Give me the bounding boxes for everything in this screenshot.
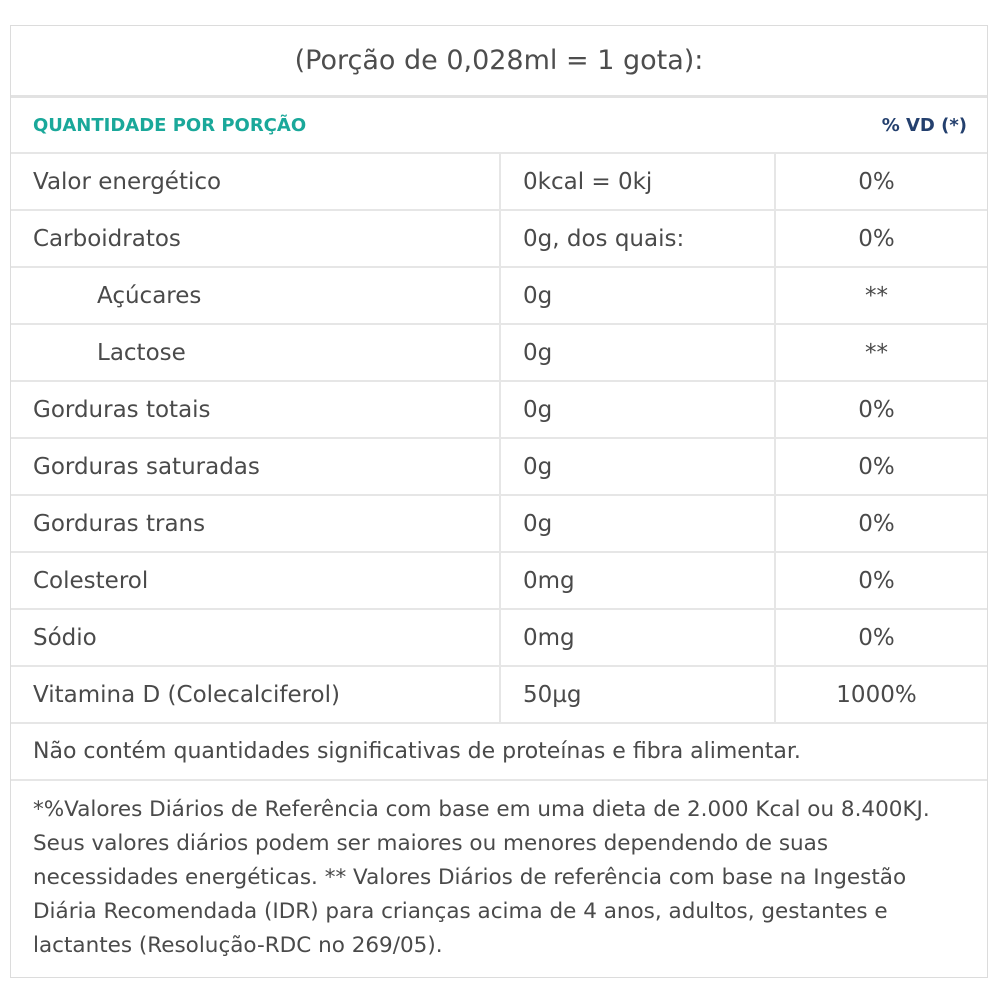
nutrition-table — [10, 25, 988, 978]
nutrient-daily-value: 0% — [858, 624, 895, 651]
table-header — [11, 98, 987, 154]
nutrient-daily-value: ** — [865, 339, 888, 366]
nutrient-name: Sódio — [11, 610, 501, 665]
nutrient-quantity: 0g — [501, 382, 776, 437]
table-row — [11, 439, 987, 496]
header-daily-value: % VD (*) — [881, 114, 967, 136]
nutrient-quantity: 0g — [501, 496, 776, 551]
nutrient-quantity: 0g — [501, 268, 776, 323]
table-row — [11, 154, 987, 211]
nutrition-note — [11, 724, 987, 781]
nutrient-daily-value: 1000% — [836, 681, 917, 708]
nutrient-daily-value: 0% — [858, 396, 895, 423]
serving-size-title — [11, 26, 987, 98]
nutrient-daily-value: 0% — [858, 225, 895, 252]
nutrient-name: Gorduras saturadas — [11, 439, 501, 494]
header-quantity-per-serving: QUANTIDADE POR PORÇÃO — [33, 114, 307, 136]
footnote-text: *%Valores Diários de Referência com base em uma dieta de 2.000 Kcal ou 8.400KJ. Seus valores diários podem ser maiores ou menores dependendo de suas necessidades energéticas. ** Valores Diários de referência com base na Ingestão Diária Recomendada (IDR) para crianças acima de 4 anos, adultos, gestantes e lactantes (Resolução-RDC no 269/05). — [33, 797, 930, 958]
nutrition-note-text: Não contém quantidades significativas de proteínas e fibra alimentar. — [33, 739, 801, 764]
nutrient-quantity: 50µg — [501, 667, 776, 722]
nutrient-quantity: 0mg — [501, 553, 776, 608]
nutrient-name: Colesterol — [11, 553, 501, 608]
table-row — [11, 268, 987, 325]
table-row — [11, 610, 987, 667]
nutrient-quantity: 0kcal = 0kj — [501, 154, 776, 209]
serving-size-text: (Porção de 0,028ml = 1 gota): — [294, 45, 704, 76]
nutrient-daily-value: 0% — [858, 510, 895, 537]
nutrient-quantity: 0g — [501, 439, 776, 494]
nutrient-daily-value: 0% — [858, 453, 895, 480]
nutrient-daily-value: ** — [865, 282, 888, 309]
nutrient-quantity: 0g, dos quais: — [501, 211, 776, 266]
nutrient-name: Carboidratos — [11, 211, 501, 266]
table-row — [11, 496, 987, 553]
nutrient-name: Gorduras totais — [11, 382, 501, 437]
nutrient-name: Lactose — [11, 325, 501, 380]
table-row — [11, 553, 987, 610]
table-row — [11, 667, 987, 724]
nutrient-daily-value: 0% — [858, 567, 895, 594]
table-row — [11, 211, 987, 268]
table-row — [11, 325, 987, 382]
nutrient-daily-value: 0% — [858, 168, 895, 195]
footnote — [11, 781, 987, 977]
table-row — [11, 382, 987, 439]
nutrient-quantity: 0mg — [501, 610, 776, 665]
nutrient-name: Gorduras trans — [11, 496, 501, 551]
nutrient-name: Vitamina D (Colecalciferol) — [11, 667, 501, 722]
nutrient-quantity: 0g — [501, 325, 776, 380]
nutrient-name: Valor energético — [11, 154, 501, 209]
nutrient-name: Açúcares — [11, 268, 501, 323]
